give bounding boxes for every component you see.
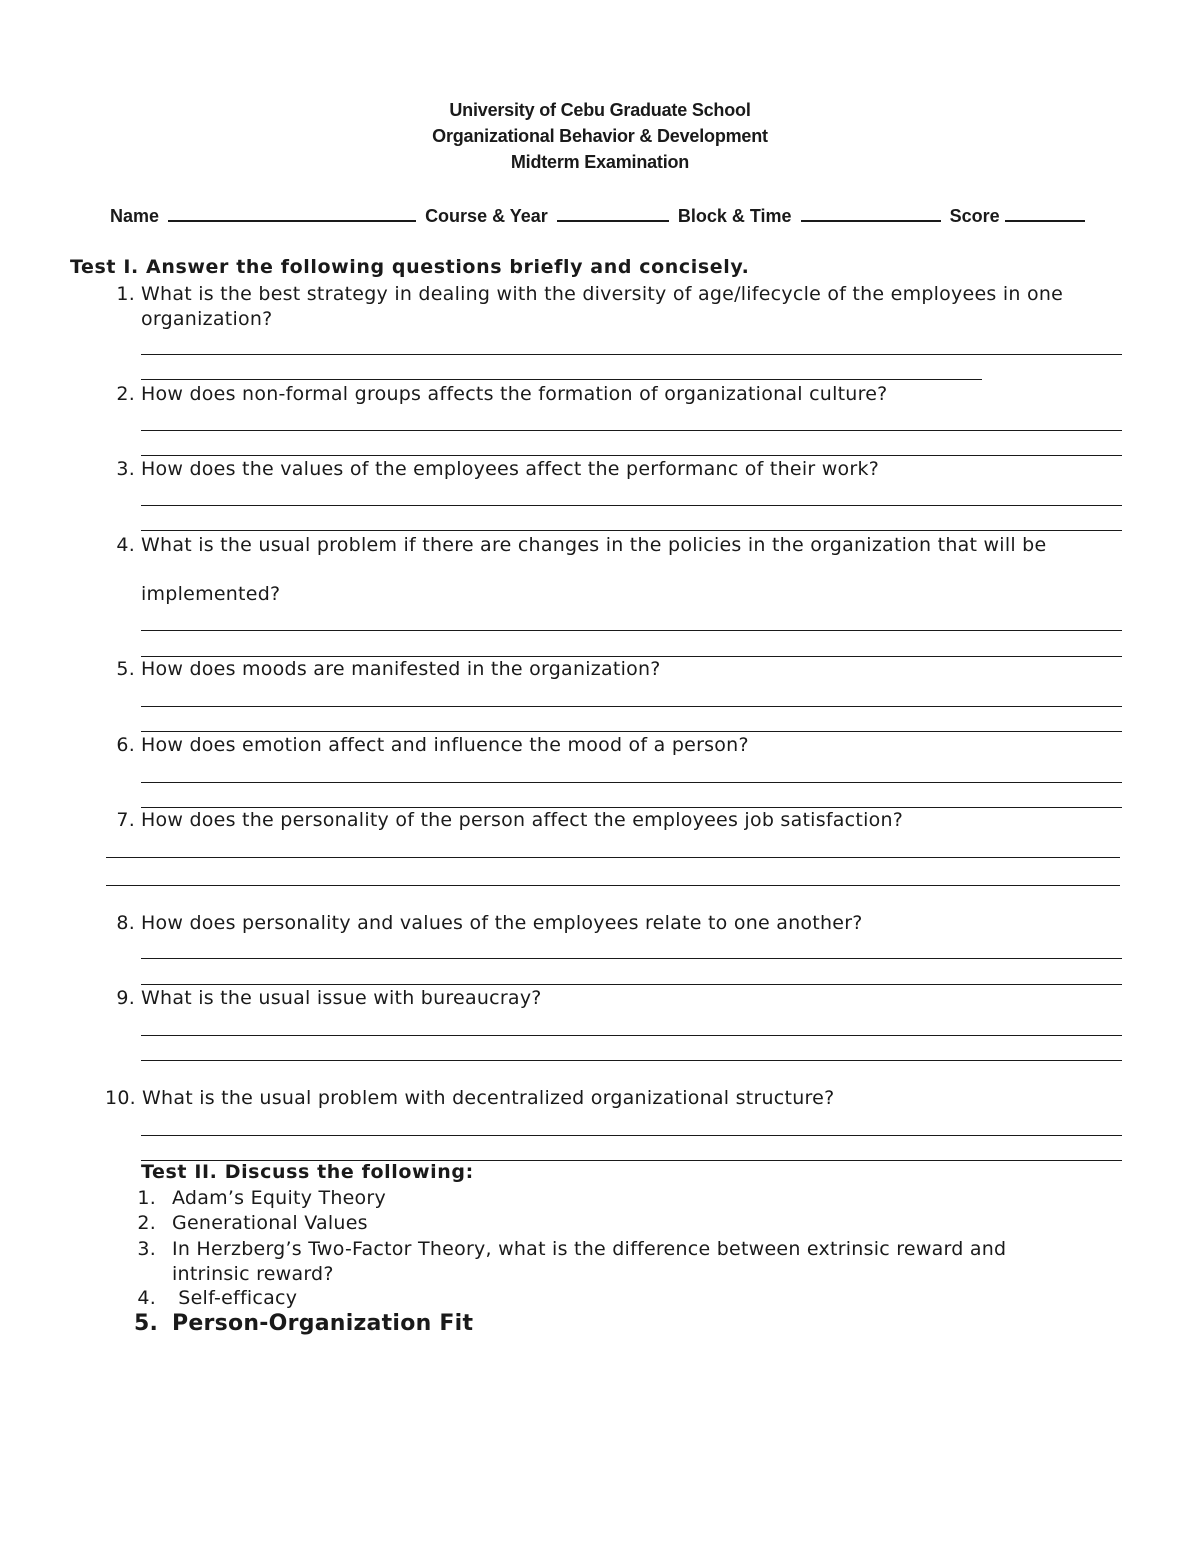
answer-line[interactable] (141, 958, 1122, 959)
question-number: 10. (105, 1087, 136, 1109)
exam-title: Midterm Examination (510, 152, 690, 172)
item-text: Adam’s Equity Theory (172, 1187, 386, 1209)
question-number: 1. (116, 283, 135, 305)
item-text: Generational Values (172, 1212, 368, 1234)
answer-line[interactable] (106, 885, 1120, 886)
test1-title: Test I. Answer the following questions briefly and concisely. (70, 256, 750, 278)
question-text: How does non-formal groups affects the formation of organizational culture? (141, 383, 888, 405)
answer-line[interactable] (141, 706, 1122, 707)
block-time-label: Block & Time (677, 206, 792, 226)
answer-line[interactable] (141, 731, 1122, 732)
question-text: What is the usual problem if there are changes in the policies in the organization that will be (141, 534, 1047, 556)
school-name: University of Cebu Graduate School (449, 100, 751, 120)
question-number: 7. (116, 809, 135, 831)
answer-line[interactable] (141, 630, 1122, 631)
question-number: 6. (116, 734, 135, 756)
question-text: How does emotion affect and influence the mood of a person? (141, 734, 749, 756)
block-time-blank[interactable] (801, 204, 941, 222)
item-number: 1. (137, 1187, 156, 1209)
score-label: Score (949, 206, 1000, 226)
answer-line[interactable] (141, 1135, 1122, 1136)
item-text: In Herzberg’s Two-Factor Theory, what is the difference between extrinsic reward and (172, 1238, 1007, 1260)
course-year-label: Course & Year (425, 206, 548, 226)
answer-line[interactable] (106, 857, 1120, 858)
question-text: implemented? (141, 583, 281, 605)
question-number: 8. (116, 912, 135, 934)
question-text: How does the personality of the person affect the employees job satisfaction? (141, 809, 904, 831)
answer-line[interactable] (141, 379, 982, 380)
question-number: 5. (116, 658, 135, 680)
item-number: 3. (137, 1238, 156, 1260)
question-number: 9. (116, 987, 135, 1009)
question-text: How does moods are manifested in the organization? (141, 658, 661, 680)
item-text: Self-efficacy (172, 1287, 298, 1309)
question-text: What is the usual problem with decentralized organizational structure? (142, 1087, 835, 1109)
question-text: What is the usual issue with bureaucray? (141, 987, 542, 1009)
answer-line[interactable] (141, 455, 1122, 456)
name-blank[interactable] (168, 204, 416, 222)
question-number: 4. (116, 534, 135, 556)
answer-line[interactable] (141, 354, 1122, 355)
item-number: 4. (137, 1287, 156, 1309)
item-number: 2. (137, 1212, 156, 1234)
item-text: intrinsic reward? (172, 1263, 334, 1285)
answer-line[interactable] (141, 984, 1122, 985)
question-text: How does personality and values of the employees relate to one another? (141, 912, 863, 934)
question-number: 2. (116, 383, 135, 405)
item-number: 5. (134, 1311, 159, 1336)
answer-line[interactable] (141, 505, 1122, 506)
question-text: What is the best strategy in dealing with the diversity of age/lifecycle of the employees in one organization? (141, 283, 1064, 330)
score-blank[interactable] (1005, 204, 1085, 222)
question-text: How does the values of the employees affect the performanc of their work? (141, 458, 880, 480)
test2-title: Test II. Discuss the following: (141, 1161, 474, 1183)
answer-line[interactable] (141, 1035, 1122, 1036)
student-info-line (110, 204, 1110, 227)
answer-line[interactable] (141, 1060, 1122, 1061)
answer-line[interactable] (141, 530, 1122, 531)
answer-line[interactable] (141, 430, 1122, 431)
answer-line[interactable] (141, 782, 1122, 783)
name-label: Name (110, 206, 160, 226)
item-text: Person-Organization Fit (172, 1311, 474, 1336)
course-year-blank[interactable] (557, 204, 669, 222)
question-number: 3. (116, 458, 135, 480)
course-title: Organizational Behavior & Development (432, 126, 768, 146)
